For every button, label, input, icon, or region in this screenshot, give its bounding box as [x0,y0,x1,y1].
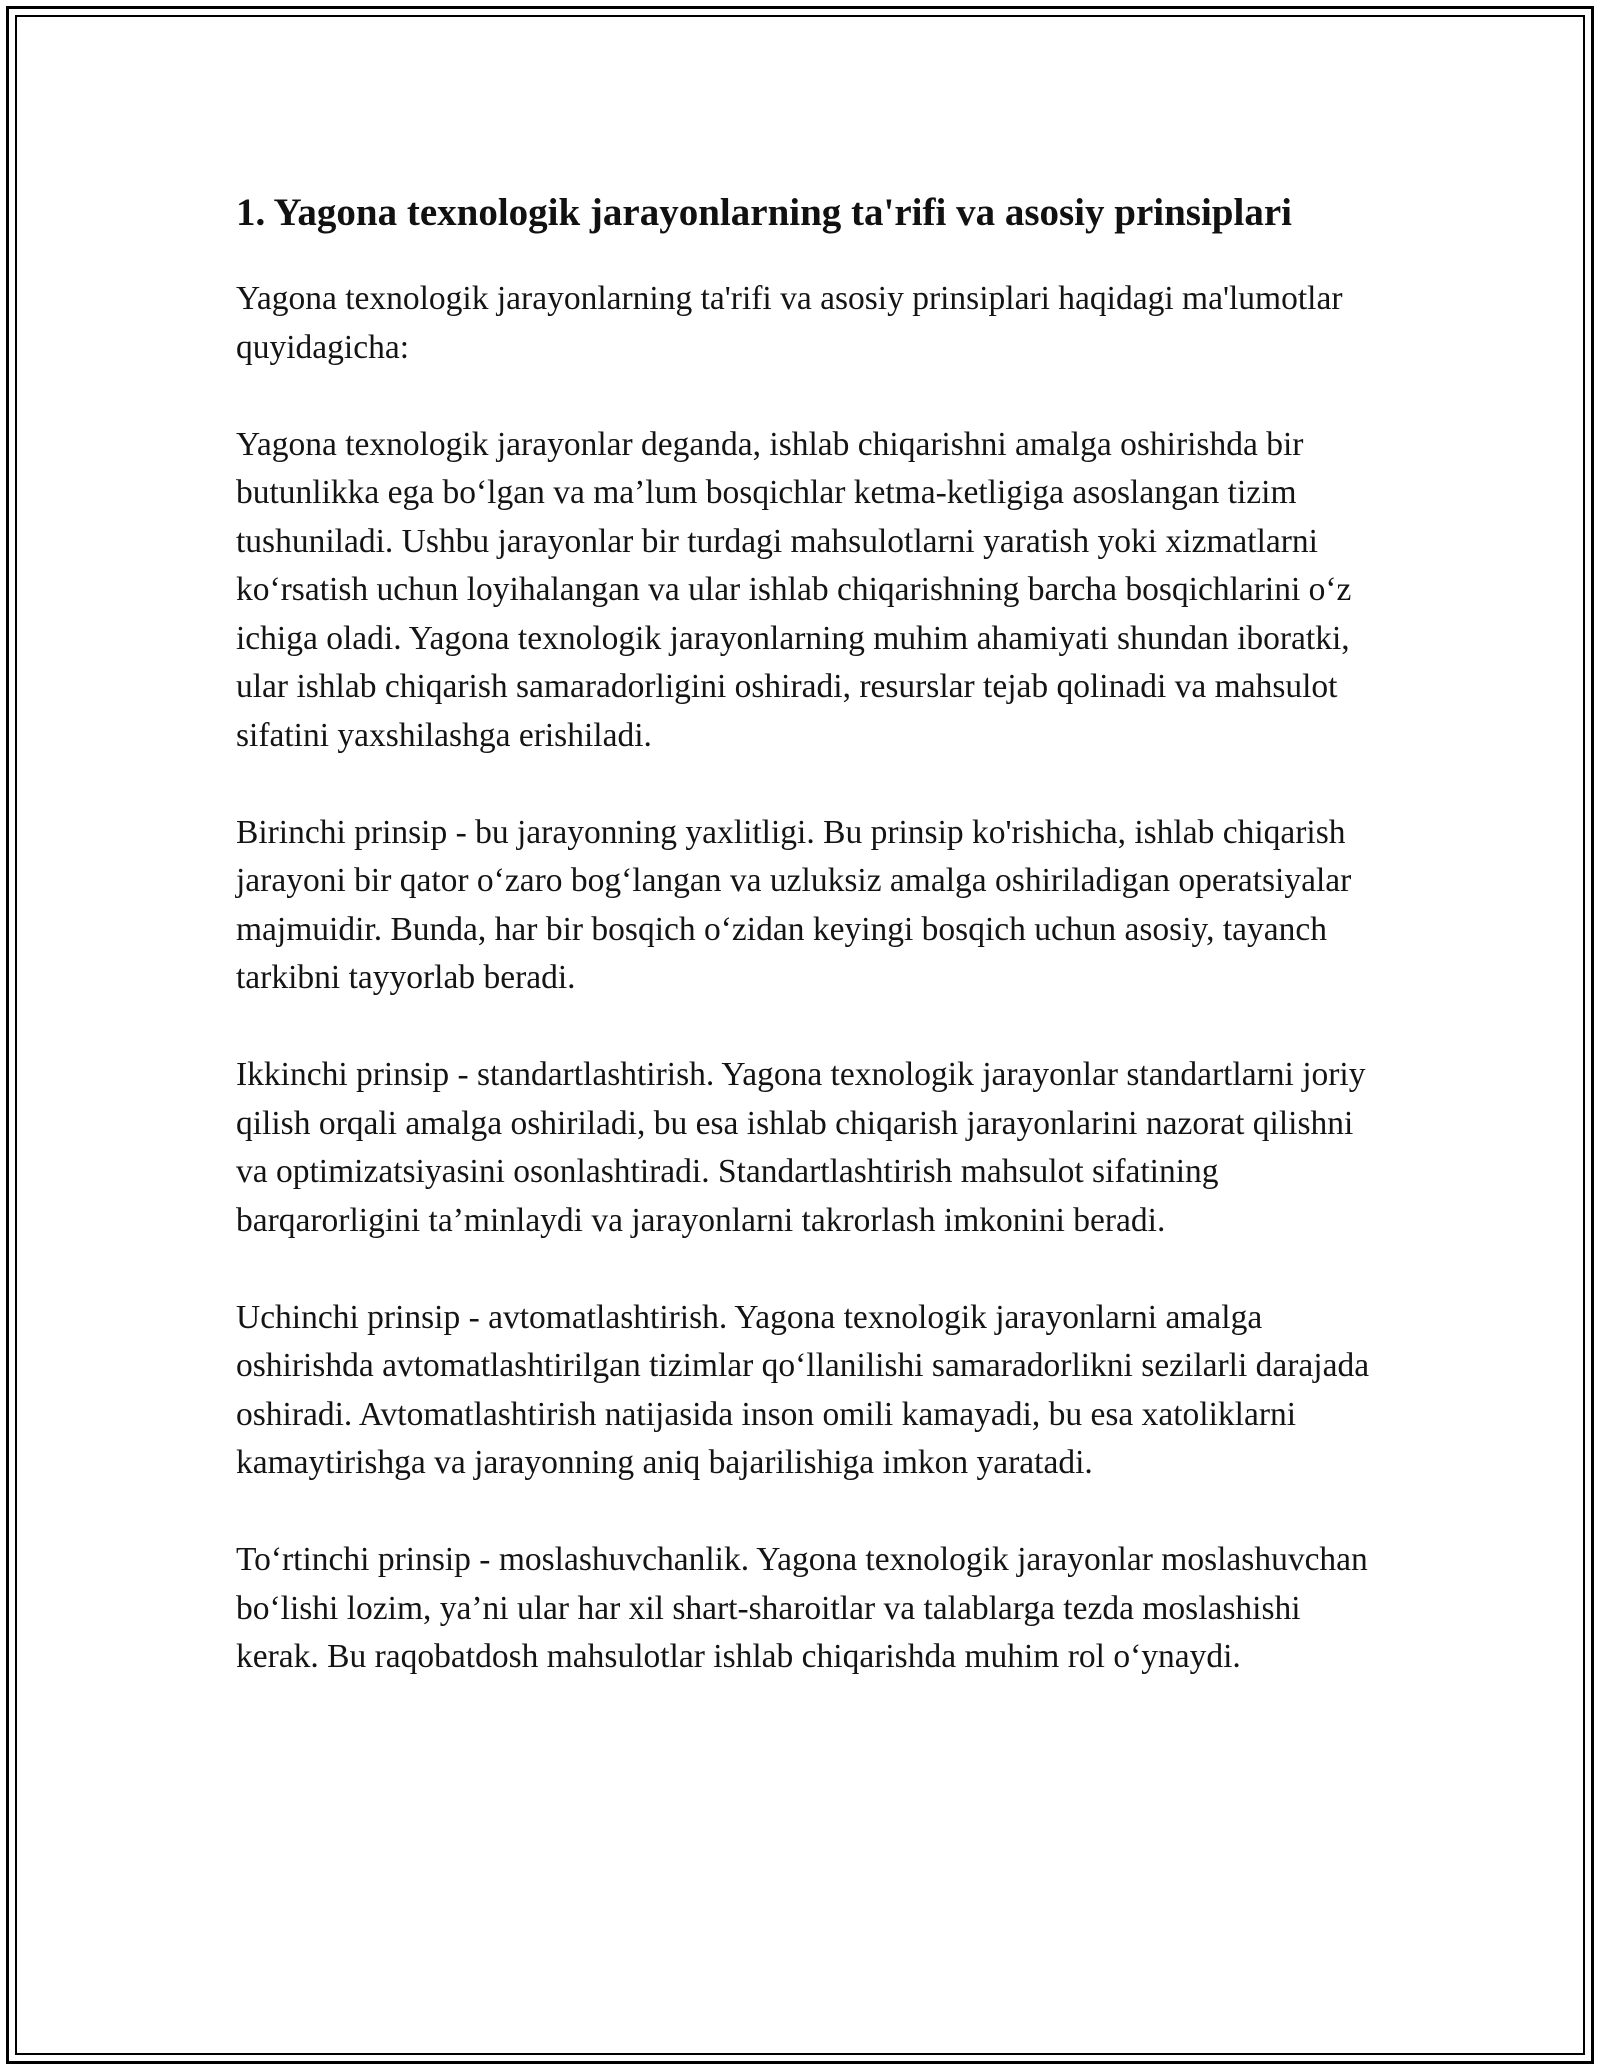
intro-paragraph: Yagona texnologik jarayonlarning ta'rifi va asosiy prinsiplari haqidagi ma'lumotlar quyidagicha: [236,280,1343,366]
section-heading: 1. Yagona texnologik jarayonlarning ta'rifi va asosiy prinsiplari [236,191,1292,234]
principle-4-paragraph: To‘rtinchi prinsip - moslashuvchanlik. Yagona texnologik jarayonlar moslashuvchan bo‘lishi lozim, ya’ni ular har xil shart-sharoitlar va talablarga tezda moslashishi kerak. Bu raqobatdosh mahsulotlar ishlab chiqarishda muhim rol o‘ynaydi. [236,1541,1368,1675]
principle-2-paragraph: Ikkinchi prinsip - standartlashtirish. Yagona texnologik jarayonlar standartlarni joriy qilish orqali amalga oshiriladi, bu esa ishlab chiqarish jarayonlarini nazorat qilishni va optimizatsiyasini osonlashtiradi. Standartlashtirish mahsulot sifatining barqarorligini ta’minlaydi va jarayonlarni takrorlash imkonini beradi. [236,1056,1366,1239]
principle-1-paragraph: Birinchi prinsip - bu jarayonning yaxlitligi. Bu prinsip ko'rishicha, ishlab chiqarish jarayoni bir qator o‘zaro bog‘langan va uzluksiz amalga oshiriladigan operatsiyalar majmuidir. Bunda, har bir bosqich o‘zidan keyingi bosqich uchun asosiy, tayanch tarkibni tayyorlab beradi. [236,813,1352,996]
document-body [236,185,1376,1682]
definition-paragraph: Yagona texnologik jarayonlar deganda, ishlab chiqarishni amalga oshirishda bir butunlikka ega bo‘lgan va ma’lum bosqichlar ketma-ketligiga asoslangan tizim tushuniladi. Ushbu jarayonlar bir turdagi mahsulotlarni yaratish yoki xizmatlarni ko‘rsatish uchun loyihalangan va ular ishlab chiqarishning barcha bosqichlarini o‘z ichiga oladi. Yagona texnologik jarayonlarning muhim ahamiyati shundan iboratki, ular ishlab chiqarish samaradorligini oshiradi, resurslar tejab qolinadi va mahsulot sifatini yaxshilashga erishiladi. [236,425,1352,754]
principle-3-paragraph: Uchinchi prinsip - avtomatlashtirish. Yagona texnologik jarayonlarni amalga oshirishda avtomatlashtirilgan tizimlar qo‘llanilishi samaradorlikni sezilarli darajada oshiradi. Avtomatlashtirish natijasida inson omili kamayadi, bu esa xatoliklarni kamaytirishga va jarayonning aniq bajarilishiga imkon yaratadi. [236,1298,1370,1481]
